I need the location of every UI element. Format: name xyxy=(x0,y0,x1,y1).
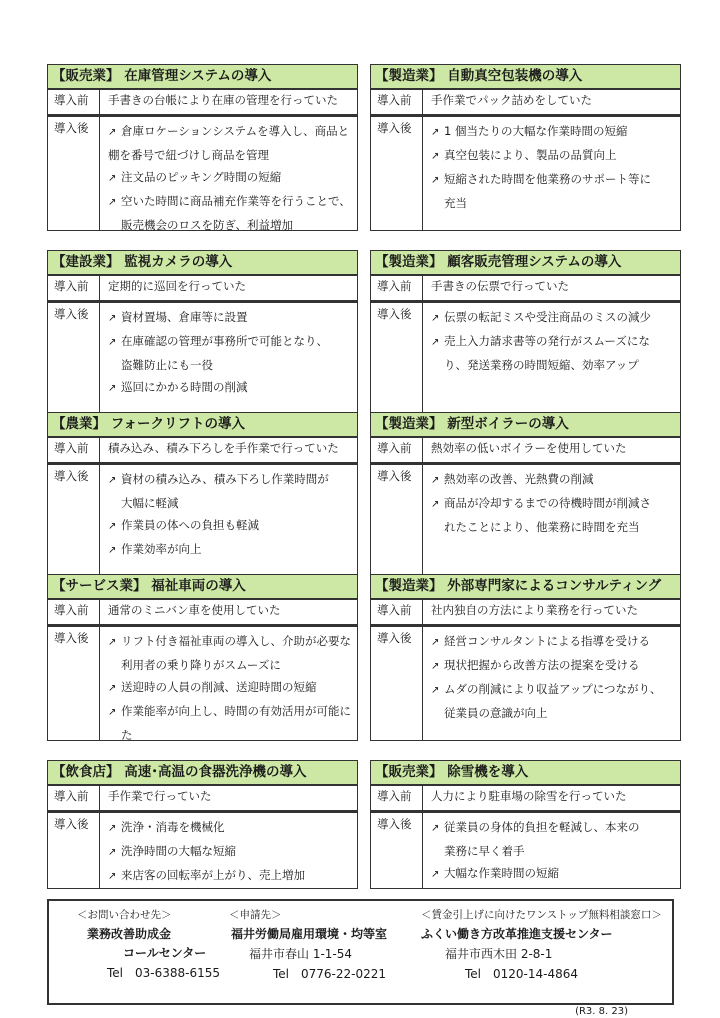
before-text: 手作業で行っていた xyxy=(108,789,212,803)
arrow-icon: ↗ xyxy=(108,683,117,694)
arrow-icon: ↗ xyxy=(108,337,117,348)
support-org: ふくい働き方改革推進支援センター xyxy=(421,927,613,941)
after-label: 導入後 xyxy=(48,813,100,888)
case-title: 【製造業】 新型ボイラーの導入 xyxy=(370,412,681,438)
after-item: 送迎時の人員の削減、送迎時間の短縮 xyxy=(121,680,317,694)
before-label: 導入前 xyxy=(371,786,423,810)
before-text: 積み込み、積み下ろしを手作業で行っていた xyxy=(108,441,339,455)
arrow-icon: ↗ xyxy=(431,313,440,324)
before-row xyxy=(47,786,358,811)
after-item: 作業能率が向上し、時間の有効活用が可能に xyxy=(121,704,351,718)
case-title: 【農業】 フォークリフトの導入 xyxy=(47,412,358,438)
arrow-icon: ↗ xyxy=(431,685,440,696)
after-item: 従業員の身体的負担を軽減し、本来の xyxy=(444,820,640,834)
after-label: 導入後 xyxy=(48,303,100,413)
apply-contact xyxy=(229,907,387,984)
after-item: 従業員の意識が向上 xyxy=(444,706,548,720)
apply-org: 福井労働局雇用環境・均等室 xyxy=(231,927,388,941)
after-list xyxy=(100,303,357,413)
after-label: 導入後 xyxy=(48,627,100,740)
arrow-icon: ↗ xyxy=(108,707,117,718)
before-row xyxy=(370,786,681,811)
after-item: 充当 xyxy=(444,196,467,210)
case-card xyxy=(370,574,681,741)
revision-date: (R3. 8. 23) xyxy=(575,1006,628,1017)
arrow-icon: ↗ xyxy=(431,337,440,348)
before-row xyxy=(47,90,358,115)
inquiry-contact xyxy=(77,907,220,983)
arrow-icon: ↗ xyxy=(108,847,117,858)
before-text: 手書きの台帳により在庫の管理を行っていた xyxy=(108,93,338,107)
after-item: 業務に早く着手 xyxy=(444,844,525,858)
before-text: 手書きの伝票で行っていた xyxy=(431,279,569,293)
arrow-icon: ↗ xyxy=(108,197,117,208)
after-row xyxy=(47,463,358,576)
arrow-icon: ↗ xyxy=(108,521,117,532)
apply-caption: ＜申請先＞ xyxy=(229,909,282,921)
case-title: 【販売業】 除雪機を導入 xyxy=(370,760,681,786)
case-card xyxy=(370,760,681,889)
before-label: 導入前 xyxy=(371,276,423,300)
before-text: 手作業でパック詰めをしていた xyxy=(431,93,592,107)
case-card xyxy=(47,412,358,576)
after-item: 資材の積み込み、積み下ろし作業時間が xyxy=(121,472,329,486)
support-tel[interactable]: Tel 0120-14-4864 xyxy=(465,967,579,981)
after-item: 洗浄・消毒を機械化 xyxy=(121,820,225,834)
case-card xyxy=(370,64,681,231)
arrow-icon: ↗ xyxy=(108,871,117,882)
after-item: 大幅な作業時間の短縮 xyxy=(444,866,559,880)
arrow-icon: ↗ xyxy=(108,823,117,834)
after-list xyxy=(100,813,357,888)
after-item: 経営コンサルタントによる指導を受ける xyxy=(444,634,650,648)
after-list xyxy=(423,813,680,888)
after-item: 真空包装により、製品の品質向上 xyxy=(444,148,617,162)
after-row xyxy=(47,625,358,741)
inquiry-org: 業務改善助成金 xyxy=(87,927,172,941)
after-item: 来店客の回転率が上がり、売上増加 xyxy=(121,868,305,882)
case-title: 【製造業】 外部専門家によるコンサルティング xyxy=(370,574,681,600)
arrow-icon: ↗ xyxy=(108,383,117,394)
after-item: 資材置場、倉庫等に設置 xyxy=(121,310,248,324)
after-row xyxy=(370,625,681,741)
arrow-icon: ↗ xyxy=(431,869,440,880)
apply-address: 福井市春山 1-1-54 xyxy=(249,947,353,961)
arrow-icon: ↗ xyxy=(431,637,440,648)
support-contact xyxy=(421,907,662,984)
support-address: 福井市西木田 2-8-1 xyxy=(445,947,553,961)
before-text: 熱効率の低いボイラーを使用していた xyxy=(431,441,627,455)
case-title: 【製造業】 自動真空包装機の導入 xyxy=(370,64,681,90)
after-item: 洗浄時間の大幅な短縮 xyxy=(121,844,236,858)
after-label: 導入後 xyxy=(371,627,423,740)
before-row xyxy=(370,90,681,115)
arrow-icon: ↗ xyxy=(108,127,117,138)
after-label: 導入後 xyxy=(48,117,100,230)
case-card xyxy=(47,64,358,231)
after-list xyxy=(423,627,680,740)
after-item: れたことにより、他業務に時間を充当 xyxy=(444,520,640,534)
after-list xyxy=(423,117,680,230)
after-row xyxy=(370,115,681,231)
before-label: 導入前 xyxy=(48,786,100,810)
after-list xyxy=(423,303,680,413)
after-item: 盗難防止にも一役 xyxy=(121,358,213,372)
apply-tel[interactable]: Tel 0776-22-0221 xyxy=(273,967,387,981)
before-row xyxy=(370,438,681,463)
before-text: 人力により駐車場の除雪を行っていた xyxy=(431,789,627,803)
after-label: 導入後 xyxy=(371,303,423,413)
inquiry-tel[interactable]: Tel 03-6388-6155 xyxy=(107,966,221,980)
arrow-icon: ↗ xyxy=(431,475,440,486)
after-list xyxy=(423,465,680,575)
arrow-icon: ↗ xyxy=(431,151,440,162)
before-row xyxy=(47,276,358,301)
after-item: た xyxy=(121,728,133,742)
case-title: 【建設業】 監視カメラの導入 xyxy=(47,250,358,276)
after-list xyxy=(100,627,357,740)
case-title: 【サービス業】 福祉車両の導入 xyxy=(47,574,358,600)
after-item: 熱効率の改善、光熱費の削減 xyxy=(444,472,594,486)
after-item: 1 個当たりの大幅な作業時間の短縮 xyxy=(444,124,628,138)
after-label: 導入後 xyxy=(371,117,423,230)
before-row xyxy=(370,276,681,301)
before-text: 定期的に巡回を行っていた xyxy=(108,279,246,293)
case-title: 【飲食店】 高速･高温の食器洗浄機の導入 xyxy=(47,760,358,786)
before-label: 導入前 xyxy=(371,600,423,624)
after-row xyxy=(47,115,358,231)
after-item: 現状把握から改善方法の提案を受ける xyxy=(444,658,640,672)
after-item: 注文品のピッキング時間の短縮 xyxy=(121,170,282,184)
after-list xyxy=(100,117,357,230)
after-label: 導入後 xyxy=(371,813,423,888)
after-label: 導入後 xyxy=(371,465,423,575)
after-item: 伝票の転記ミスや受注商品のミスの減少 xyxy=(444,310,651,324)
after-item: 大幅に軽減 xyxy=(121,496,179,510)
case-card xyxy=(370,412,681,576)
after-item: 作業効率が向上 xyxy=(121,542,202,556)
after-item: 倉庫ロケーションシステムを導入し、商品と xyxy=(121,124,350,138)
arrow-icon: ↗ xyxy=(108,475,117,486)
before-row xyxy=(47,438,358,463)
arrow-icon: ↗ xyxy=(108,637,117,648)
inquiry-org-center: コールセンター xyxy=(123,946,207,960)
arrow-icon: ↗ xyxy=(431,175,440,186)
case-card xyxy=(47,250,358,414)
after-item: 巡回にかかる時間の削減 xyxy=(121,380,248,394)
after-row xyxy=(370,463,681,576)
after-row xyxy=(47,301,358,414)
after-item: 棚を番号で紐づけし商品を管理 xyxy=(108,148,269,162)
arrow-icon: ↗ xyxy=(108,545,117,556)
case-title: 【販売業】 在庫管理システムの導入 xyxy=(47,64,358,90)
arrow-icon: ↗ xyxy=(108,313,117,324)
after-item: り、発送業務の時間短縮、効率アップ xyxy=(444,358,639,372)
after-item: リフト付き福祉車両の導入し、介助が必要な xyxy=(121,634,351,648)
arrow-icon: ↗ xyxy=(108,173,117,184)
after-item: 短縮された時間を他業務のサポート等に xyxy=(444,172,651,186)
inquiry-caption: ＜お問い合わせ先＞ xyxy=(77,909,172,921)
after-row xyxy=(370,301,681,414)
case-card xyxy=(370,250,681,414)
case-card xyxy=(47,760,358,889)
contact-box xyxy=(47,899,674,1005)
case-card xyxy=(47,574,358,741)
arrow-icon: ↗ xyxy=(431,823,440,834)
case-title: 【製造業】 顧客販売管理システムの導入 xyxy=(370,250,681,276)
after-item: 商品が冷却するまでの待機時間が削減さ xyxy=(444,496,651,510)
before-text: 社内独自の方法により業務を行っていた xyxy=(431,603,638,617)
before-label: 導入前 xyxy=(371,90,423,114)
after-row xyxy=(47,811,358,889)
before-label: 導入前 xyxy=(371,438,423,462)
before-text: 通常のミニバン車を使用していた xyxy=(108,603,281,617)
before-label: 導入前 xyxy=(48,276,100,300)
arrow-icon: ↗ xyxy=(431,661,440,672)
after-label: 導入後 xyxy=(48,465,100,575)
before-label: 導入前 xyxy=(48,600,100,624)
after-item: 作業員の体への負担も軽減 xyxy=(121,518,259,532)
after-item: 売上入力請求書等の発行がスムーズにな xyxy=(444,334,650,348)
after-item: ムダの削減により収益アップにつながり、 xyxy=(444,682,662,696)
after-item: 在庫確認の管理が事務所で可能となり、 xyxy=(121,334,328,348)
after-item: 販売機会のロスを防ぎ、利益増加 xyxy=(121,218,294,232)
before-row xyxy=(370,600,681,625)
before-label: 導入前 xyxy=(48,90,100,114)
after-row xyxy=(370,811,681,889)
before-row xyxy=(47,600,358,625)
after-item: 空いた時間に商品補充作業等を行うことで、 xyxy=(121,194,351,208)
after-item: 利用者の乗り降りがスムーズに xyxy=(121,658,281,672)
support-caption: ＜賃金引上げに向けたワンストップ無料相談窓口＞ xyxy=(421,909,662,921)
arrow-icon: ↗ xyxy=(431,127,440,138)
arrow-icon: ↗ xyxy=(431,499,440,510)
after-list xyxy=(100,465,357,575)
before-label: 導入前 xyxy=(48,438,100,462)
